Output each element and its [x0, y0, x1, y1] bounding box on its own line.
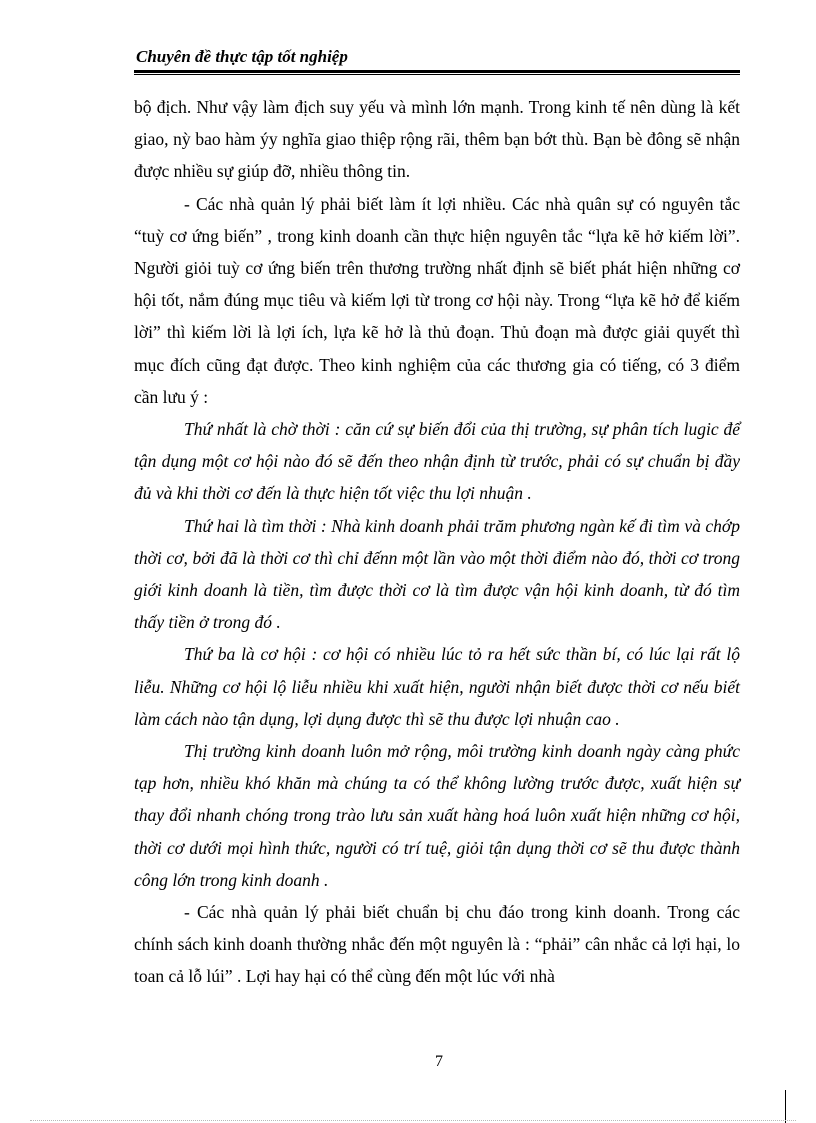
paragraph-4: Thứ hai là tìm thời : Nhà kinh doanh phải trăm phương ngàn kế đi tìm và chớp thời cơ, bởi đã là thời cơ thì chỉ đếnn một lần vào một thời điểm nào đó, thời cơ trong giới kinh doanh là tiền, tìm được thời cơ là tìm được vận hội kinh doanh, từ đó tìm thấy tiền ở trong đó . — [134, 515, 740, 633]
page-number: 7 — [435, 1053, 443, 1070]
paragraph-2: - Các nhà quản lý phải biết làm ít lợi nhiều. Các nhà quân sự có nguyên tắc “tuỳ cơ ứng biến” , trong kinh doanh cần thực hiện nguyên tắc “lựa kẽ hở kiếm lời”. Người giỏi tuỳ cơ ứng biến trên thương trường nhất định sẽ biết phát hiện những cơ hội tốt, nắm đúng mục tiêu và kiếm lợi từ trong cơ hội này. Trong “lựa kẽ hở để kiếm lời” thì kiếm lời là lợi ích, lựa kẽ hở là thủ đoạn. Thủ đoạn mà được giải quyết thì mục đích cũng đạt được. Theo kinh nghiệm của các thương gia có tiếng, có 3 điểm cần lưu ý : — [134, 193, 740, 407]
paragraph-5: Thứ ba là cơ hội : cơ hội có nhiều lúc tỏ ra hết sức thần bí, có lúc lại rất lộ liễu. Những cơ hội lộ liễu nhiều khi xuất hiện, người nhận biết được thời cơ nếu biết làm cách nào tận dụng, lợi dụng được thì sẽ thu được lợi nhuận cao . — [134, 644, 740, 729]
page-corner-mark — [785, 1090, 786, 1123]
paragraph-7: - Các nhà quản lý phải biết chuẩn bị chu đáo trong kinh doanh. Trong các chính sách kinh doanh thường nhắc đến một nguyên là : “phải” cân nhắc cả lợi hại, lo toan cả lỗ lúi” . Lợi hay hại có thể cùng đến một lúc với nhà — [134, 902, 740, 987]
page-bottom-border — [30, 1120, 796, 1121]
document-body — [134, 91, 740, 993]
paragraph-6: Thị trường kinh doanh luôn mở rộng, môi trường kinh doanh ngày càng phức tạp hơn, nhiều khó khăn mà chúng ta có thể không lường trước được, xuất hiện sự thay đổi nhanh chóng trong trào lưu sản xuất hàng hoá luôn xuất hiện những cơ hội, thời cơ dưới mọi hình thức, người có trí tuệ, giỏi tận dụng thời cơ sẽ thu được thành công lớn trong kinh doanh . — [134, 741, 740, 890]
header-rule — [134, 70, 740, 73]
page-header-title: Chuyên đề thực tập tốt nghiệp — [136, 47, 348, 66]
paragraph-1: bộ địch. Như vậy làm địch suy yếu và mình lớn mạnh. Trong kinh tế nên dùng là kết giao, nỳ bao hàm ýy nghĩa giao thiệp rộng rãi, thêm bạn bớt thù. Bạn bè đông sẽ nhận được nhiều sự giúp đỡ, nhiều thông tin. — [134, 97, 740, 182]
paragraph-3: Thứ nhất là chờ thời : căn cứ sự biến đổi của thị trường, sự phân tích lugic để tận dụng một cơ hội nào đó sẽ đến theo nhận định từ trước, phải có sự chuẩn bị đầy đủ và khi thời cơ đến là thực hiện tốt việc thu lợi nhuận . — [134, 419, 740, 504]
header-rule-thin — [134, 74, 740, 75]
